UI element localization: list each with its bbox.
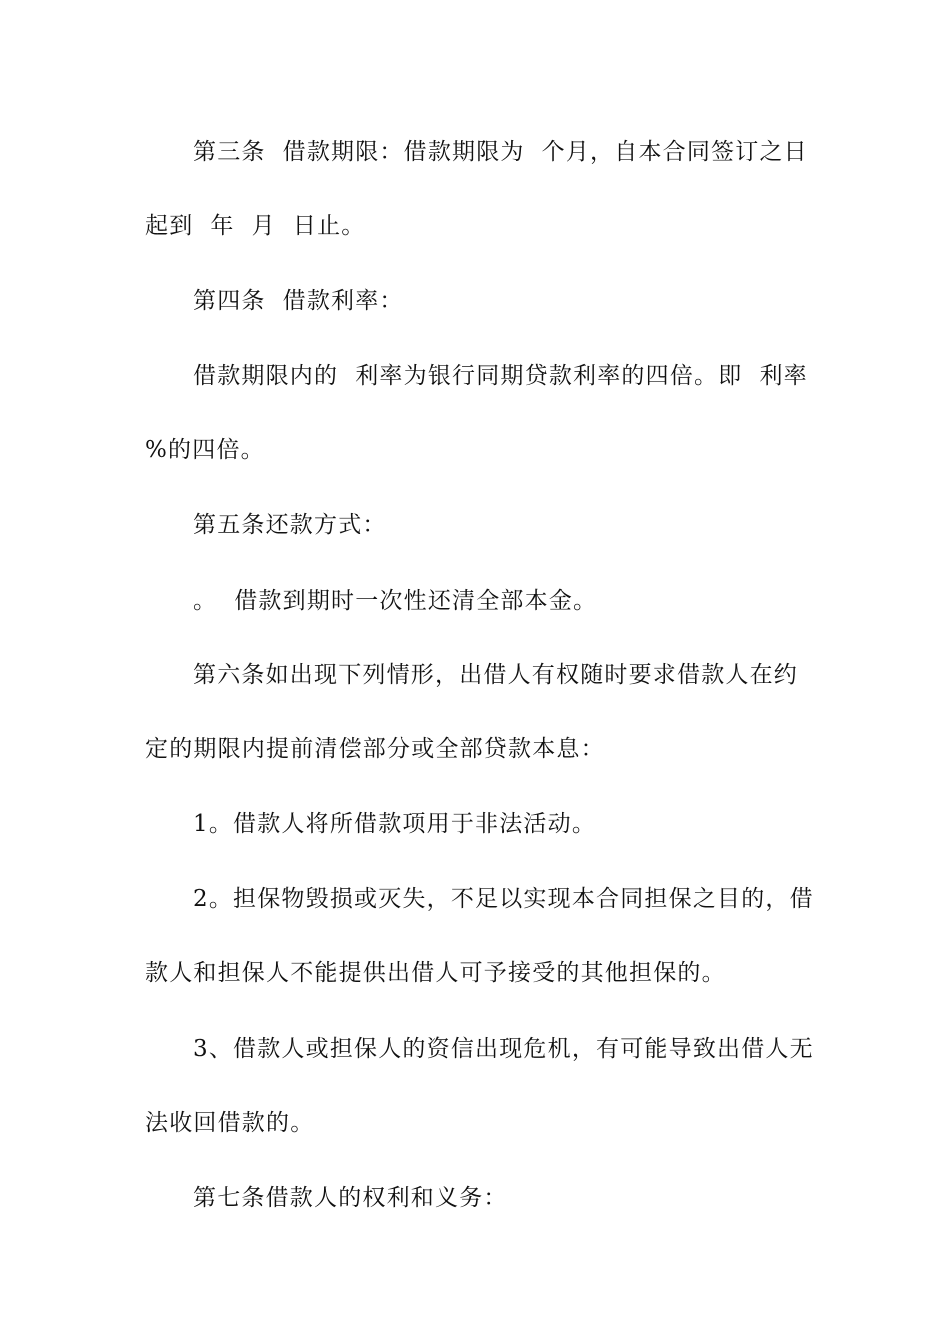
article-7-heading: 第七条借款人的权利和义务： [193, 1185, 508, 1211]
clause-3-line-2: 法收回借款的。 [145, 1110, 315, 1136]
interest-rate-line-2: %的四倍。 [145, 437, 265, 463]
repayment-method-line: 。 借款到期时一次性还清全部本金。 [193, 588, 598, 614]
clause-1-line: 1。借款人将所借款项用于非法活动。 [193, 811, 597, 837]
interest-rate-line-1: 借款期限内的 利率为银行同期贷款利率的四倍。即 利率 [193, 363, 808, 389]
article-5-heading: 第五条还款方式： [193, 512, 387, 538]
clause-3-line-1: 3、借款人或担保人的资信出现危机，有可能导致出借人无 [193, 1036, 814, 1062]
clause-2-line-1: 2。担保物毁损或灭失，不足以实现本合同担保之目的，借 [193, 886, 814, 912]
article-6-line-1: 第六条如出现下列情形，出借人有权随时要求借款人在约 [193, 662, 798, 688]
article-3-line-1: 第三条 借款期限：借款期限为 个月，自本合同签订之日 [193, 139, 808, 165]
article-4-heading: 第四条 借款利率： [193, 288, 404, 314]
clause-2-line-2: 款人和担保人不能提供出借人可予接受的其他担保的。 [145, 960, 726, 986]
article-3-line-2: 起到 年 月 日止。 [145, 213, 366, 239]
article-6-line-2: 定的期限内提前清偿部分或全部贷款本息： [145, 736, 605, 762]
